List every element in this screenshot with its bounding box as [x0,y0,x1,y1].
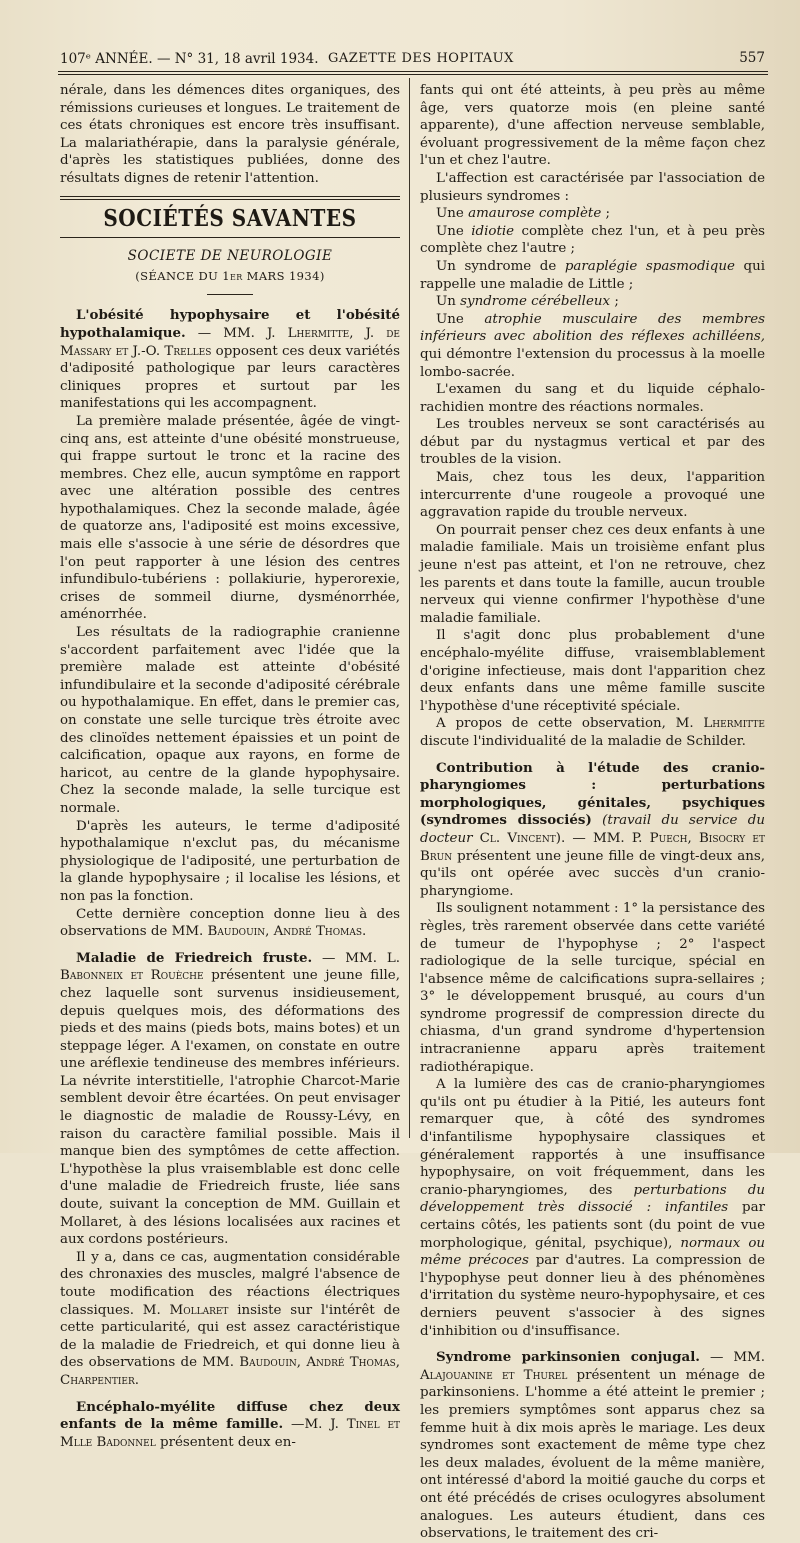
section-rule-top [60,196,400,200]
paragraph: On pourrait penser chez ces deux enfants à une maladie familiale. Mais un troisième enfant plus jeune n'est pas atteint, et l'on ne retrouve, chez les parents et dans toute la famille, aucun trouble nerveux qui vienne confirmer l'hypothèse d'une maladie familiale. [420,522,765,626]
right-column [420,82,765,1543]
paragraph: La première malade présentée, âgée de vingt-cinq ans, est atteinte d'une obésité monstrueuse, qui frappe surtout le tronc et la racine des membres. Chez elle, aucun symptôme en rapport avec une altération possible des centres hypothalamiques. Chez la seconde malade, âgée de quatorze ans, l'adiposité est moins excessive, mais elle s'associe à une série de désordres que l'on peut rapporter à une lésion des centres infundibulo-tubériens : pollakiurie, hyperorexie, crises de sommeil diurne, dysménorrhée, aménorrhée. [60,413,400,623]
issue-info: 107ᵉ ANNÉE. — N° 31, 18 avril 1934. [60,51,319,67]
article-parkinson: Syndrome parkinsonien conjugal. — MM. Alajouanine et Thurel présentent un ménage de parkinsoniens. L'homme a été atteint le premier ; les premiers symptômes sont apparus chez sa femme huit à dix mois après le mariage. Les deux syndromes sont exactement de même type chez les deux malades, évoluent de la même manière, ont intéressé d'abord la moitié gauche du corps et ont été précédés de crises oculogyres absolument analogues. Les auteurs étudient, dans ces observations, le traitement des cri- [420,1349,765,1542]
article-title: Encéphalo-myélite diffuse chez deux enfants de la même famille. [60,1398,400,1433]
article-authors: J. Lhermitte, J. de Massary et J.-O. Trelles [60,325,400,359]
syndrome-item: Un syndrome de paraplégie spasmodique qui rappelle une maladie de Little ; [420,258,765,292]
intro-paragraph: nérale, dans les démences dites organiques, des rémissions curieuses et longues. Le traitement de ces états chroniques est encore très insuffisant. La malariathérapie, dans la paralysie générale, d'après les statistiques publiées, donne des résultats dignes de retenir l'attention. [60,83,400,186]
header-rule-2 [58,74,768,75]
syndrome-item: Une amaurose complète ; [436,206,611,222]
paragraph: Cette dernière conception donne lieu à des observations de MM. Baudouin, André Thomas. [60,906,400,940]
paragraph: L'examen du sang et du liquide céphalo-rachidien montre des réactions normales. [420,382,765,415]
article-cranio: Contribution à l'étude des cranio-pharyngiomes : perturbations morphologiques, génitales, psychiques (syndromes dissociés) (travail du service du docteur Cl. Vincent). — MM. P. Puech, Bisocry et Brun présentent une jeune fille de vingt-deux ans, qu'ils ont opérée avec succès d'un cranio-pharyngiome. [420,759,765,899]
page-number: 557 [739,50,765,66]
column-divider [409,78,410,1138]
short-rule [207,294,253,295]
article-obesite: L'obésité hypophysaire et l'obésité hypothalamique. — MM. J. Lhermitte, J. de Massary et J.-O. Trelles opposent ces deux variétés d'adiposité pathologique par leurs caractères cliniques propres et surtout par les manifestations qui les accompagnent. [60,307,400,412]
article-friedreich: Maladie de Friedreich fruste. — MM. L. Babonneix et Rouèche présentent une jeune fille, chez laquelle sont survenus insidieusement, depuis quelques mois, des déformations des pieds et des mains (pieds bots, mains botes) et un steppage léger. A l'examen, on constate en outre une aréflexie tendineuse des membres inférieurs. La névrite interstitielle, l'atrophie Charcot-Marie semblent devoir être écartées. On peut envisager le diagnostic de maladie de Roussy-Lévy, en raison du caractère familial possible. Mais il manque bien des symptômes de cette affection. L'hypothèse la plus vraisemblable est donc celle d'une maladie de Friedreich fruste, liée sans doute, suivant la conception de MM. Guillain et Mollaret, à des lésions localisées aux racines et aux cordons postérieurs. [60,949,400,1248]
article-title: Maladie de Friedreich fruste. [76,949,313,966]
article-title: Contribution à l'étude des cranio-pharyngiomes : perturbations morphologiques, génitales, psychiques (syndromes dissociés) [420,759,765,829]
seance-date: (SÉANCE DU 1er MARS 1934) [135,268,325,283]
left-column [60,82,400,1451]
page-header [60,42,765,70]
paragraph: Il s'agit donc plus probablement d'une encéphalo-myélite diffuse, vraisemblablement d'origine infectieuse, mais dont l'apparition chez deux enfants dans une même famille suscite l'hypothèse d'une réceptivité spéciale. [420,628,765,714]
journal-title: GAZETTE DES HOPITAUX [328,51,514,66]
paragraph: A la lumière des cas de cranio-pharyngiomes qu'ils ont pu étudier à la Pitié, les auteurs font remarquer que, à côté des syndromes d'infantilisme hypophysaire classiques et généralement rapportés à une insuffisance hypophysaire, on voit fréquemment, dans les cranio-pharyngiomes, des perturbations du développement très dissocié : infantiles par certains côtés, les patients sont (du point de vue morphologique, génital, psychique), normaux ou même précoces par d'autres. La compression de l'hypophyse peut donner lieu à des phénomènes d'irritation du système neuro-hypophysaire, et ces derniers peuvent s'associer à des signes d'inhibition ou d'insuffisance. [420,1077,765,1339]
article-authors: J. Tinel et Mlle Badonnel [60,1417,401,1450]
paragraph: Les résultats de la radiographie cranienne s'accordent parfaitement avec l'idée que la première malade est atteinte d'obésité infundibulaire et la seconde d'adiposité cérébrale ou hypothalamique. En effet, dans le premier cas, on constate une selle turcique très étroite avec des clinoïdes nettement épaissies et un point de calcification, opaque aux rayons, en forme de haricot, au centre de la glande hypophysaire. Chez la seconde malade, la selle turcique est normale. [60,625,400,816]
article-authors: Alajouanine et Thurel [420,1367,568,1383]
article-title: Syndrome parkinsonien conjugal. [436,1349,700,1366]
paragraph: D'après les auteurs, le terme d'adiposité hypothalamique n'exclut pas, du mécanisme physiologique de l'adiposité, une perturbation de la glande hypophysaire ; il localise les lésions, et non pas la fonction. [60,818,400,904]
section-title: SOCIÉTÉS SAVANTES [103,203,357,232]
article-title: L'obésité hypophysaire et l'obésité hypothalamique. [60,307,400,341]
paragraph: fants qui ont été atteints, à peu près au même âge, vers quatorze mois (en pleine santé apparente), d'une affection nerveuse semblable, évoluant progressivement de la même façon chez l'un et chez l'autre. [420,83,765,169]
article-encephalo: Encéphalo-myélite diffuse chez deux enfants de la même famille. —M. J. Tinel et Mlle Badonnel présentent deux en- [60,1398,401,1450]
header-rule [58,71,768,72]
syndrome-item: Un syndrome cérébelleux ; [436,294,619,310]
paragraph: Les troubles nerveux se sont caractérisés au début par du nystagmus vertical et par des troubles de la vision. [420,417,765,468]
syndrome-item: Une atrophie musculaire des membres inférieurs avec abolition des réflexes achilléens, qui démontre l'extension du processus à la moelle lombo-sacrée. [420,311,765,380]
paragraph: Ils soulignent notamment : 1° la persistance des règles, très rarement observée dans cette variété de tumeur de l'hypophyse ; 2° l'aspect radiologique de la selle turcique, spécial en l'absence même de calcifications supra-sellaires ; 3° le développement brusqué, au cours d'un syndrome progressif de compression directe du chiasma, d'un grand syndrome d'hypertension intracranienne apparu après traitement radiothérapique. [420,901,765,1075]
paragraph: A propos de cette observation, M. Lhermitte discute l'individualité de la maladie de Schilder. [420,716,765,749]
syndrome-item: Une idiotie complète chez l'un, et à peu près complète chez l'autre ; [420,223,766,257]
paragraph: Il y a, dans ce cas, augmentation considérable des chronaxies des muscles, malgré l'absence de toute modification des réactions électriques classiques. M. Mollaret insiste sur l'intérêt de cette particularité, qui est assez caractéristique de la maladie de Friedreich, et qui donne lieu à des observations de MM. Baudouin, André Thomas, Charpentier. [60,1249,400,1388]
article-authors: L. Babonneix et Rouèche [60,950,400,984]
article-authors: P. Puech, Bisocry et Brun [420,830,765,864]
society-name: SOCIETE DE NEUROLOGIE [127,248,333,265]
section-rule-bottom [60,237,400,238]
paragraph: L'affection est caractérisée par l'association de plusieurs syndromes : [420,170,765,204]
paragraph: Mais, chez tous les deux, l'apparition intercurrente d'une rougeole a provoqué une aggravation rapide du trouble nerveux. [420,470,765,521]
